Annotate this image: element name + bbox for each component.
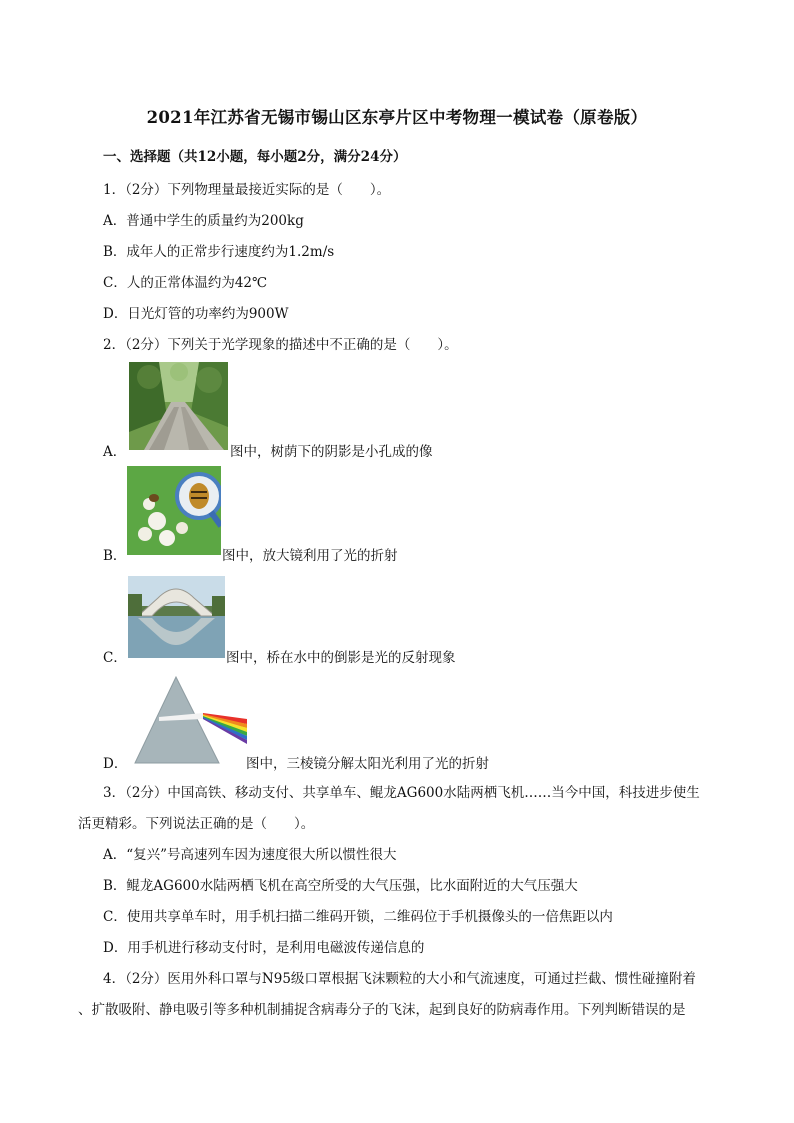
question-3-stem-line-2: 活更精彩。下列说法正确的是（ ）。 xyxy=(78,816,315,832)
question-4-stem-line-2: 、扩散吸附、静电吸引等多种机制捕捉含病毒分子的飞沫，起到良好的防病毒作用。下列判断错误的是 xyxy=(78,1002,686,1018)
question-3-option-b: B．鲲龙AG600水陆两栖飞机在高空所受的大气压强，比水面附近的大气压强大 xyxy=(103,878,578,894)
question-2-option-d-letter: D． xyxy=(103,756,128,772)
question-2-option-b-letter: B． xyxy=(103,548,127,564)
question-3-option-a: A．“复兴”号高速列车因为速度很大所以惯性很大 xyxy=(103,847,397,863)
question-1-option-b: B．成年人的正常步行速度约为1.2m/s xyxy=(103,244,335,260)
question-1-option-a: A．普通中学生的质量约为200kg xyxy=(103,213,304,229)
question-4-stem-line-1: 4．（2分）医用外科口罩与N95级口罩根据飞沫颗粒的大小和气流速度，可通过拦截、惯性碰撞附着 xyxy=(103,971,696,987)
question-2-option-c-letter: C． xyxy=(103,650,127,666)
section-heading: 一、选择题（共12小题，每小题2分，满分24分） xyxy=(103,149,407,165)
question-3-stem-line-1: 3．（2分）中国高铁、移动支付、共享单车、鲲龙AG600水陆两栖飞机……当今中国，科技进步使生 xyxy=(103,785,700,801)
question-2-option-d-caption: 图中，三棱镜分解太阳光利用了光的折射 xyxy=(246,756,489,772)
question-1-option-c: C．人的正常体温约为42℃ xyxy=(103,275,268,291)
question-2-option-b-caption: 图中，放大镜利用了光的折射 xyxy=(222,548,398,564)
page-title: 2021年江苏省无锡市锡山区东亭片区中考物理一模试卷（原卷版） xyxy=(146,108,648,127)
bridge-reflection-image xyxy=(128,576,225,658)
question-3-option-d: D．用手机进行移动支付时，是利用电磁波传递信息的 xyxy=(103,940,425,956)
prism-dispersion-image xyxy=(129,673,249,765)
question-2-option-a-caption: 图中，树荫下的阴影是小孔成的像 xyxy=(230,444,433,460)
question-3-option-c: C．使用共享单车时，用手机扫描二维码开锁，二维码位于手机摄像头的一倍焦距以内 xyxy=(103,909,613,925)
question-1-option-d: D．日光灯管的功率约为900W xyxy=(103,306,289,322)
question-2-option-a-letter: A． xyxy=(103,444,127,460)
question-1-stem: 1．（2分）下列物理量最接近实际的是（ ）。 xyxy=(103,182,391,198)
question-2-option-c-caption: 图中，桥在水中的倒影是光的反射现象 xyxy=(226,650,456,666)
tree-path-image xyxy=(129,362,228,450)
magnifier-bee-image xyxy=(127,466,221,555)
question-2-stem: 2．（2分）下列关于光学现象的描述中不正确的是（ ）。 xyxy=(103,337,458,353)
